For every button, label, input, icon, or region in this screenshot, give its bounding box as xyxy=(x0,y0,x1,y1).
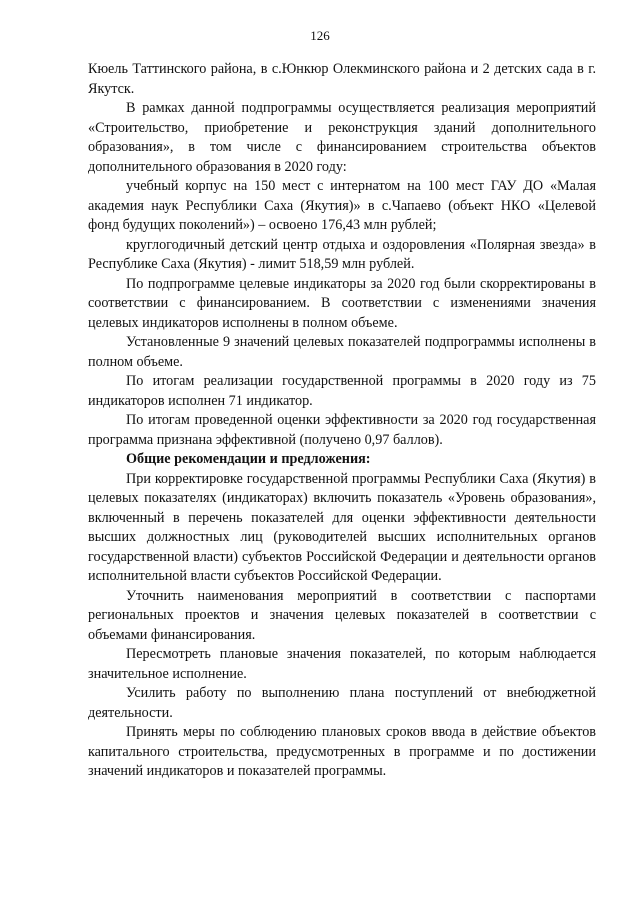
paragraph-targets-met: Установленные 9 значений целевых показателей подпрограммы исполнены в полном объеме. xyxy=(88,334,596,370)
paragraph-indicators-adjusted: По подпрограмме целевые индикаторы за 2020 год были скорректированы в соответствии с финансированием. В соответствии с изменениями значения целевых индикаторов исполнены в полном объеме. xyxy=(88,275,596,331)
document-body xyxy=(88,60,596,782)
paragraph-subprogram-activities: В рамках данной подпрограммы осуществляется реализация мероприятий «Строительство, приобретение и реконструкция зданий дополнительного образования», в том числе с финансированием строительства объектов дополнительного образования в 2020 году: xyxy=(88,100,596,175)
paragraph-recommendation-construction-deadlines: Принять меры по соблюдению плановых сроков ввода в действие объектов капитального строительства, предусмотренных в программе и по достижении значений индикаторов и показателей программы. xyxy=(88,724,596,779)
paragraph-academy-building: учебный корпус на 150 мест с интернатом на 100 мест ГАУ ДО «Малая академия наук Республики Саха (Якутия)» в с.Чапаево (объект НКО «Целевой фонд будущих поколений») – освоено 176,43 млн рублей; xyxy=(88,178,596,233)
paragraph-efficiency-assessment: По итогам проведенной оценки эффективности за 2020 год государственная программа признана эффективной (получено 0,97 баллов). xyxy=(88,412,596,448)
paragraph-recommendation-clarify-names: Уточнить наименования мероприятий в соответствии с паспортами региональных проектов и значения целевых показателей в соответствии с объемами финансирования. xyxy=(88,587,596,643)
page-number: 126 xyxy=(310,28,330,43)
paragraph-recommendation-revise-values: Пересмотреть плановые значения показателей, по которым наблюдается значительное исполнение. xyxy=(88,646,596,682)
paragraph-continuation: Кюель Таттинского района, в с.Юнкюр Олекминского района и 2 детских сада в г. Якутск. xyxy=(88,61,596,97)
section-heading-recommendations: Общие рекомендации и предложения: xyxy=(126,451,371,467)
paragraph-polar-star-center: круглогодичный детский центр отдыха и оздоровления «Полярная звезда» в Республике Саха (Якутия) - лимит 518,59 млн рублей. xyxy=(88,236,596,272)
paragraph-recommendation-education-level: При корректировке государственной программы Республики Саха (Якутия) в целевых показателях (индикаторах) включить показатель «Уровень образования», включенный в перечень показателей для оценки эффективности деятельности высших должностных лиц (руководителей высших исполнительных органов государственной власти) субъектов Российской Федерации и деятельности органов исполнительной власти субъектов Российской Федерации. xyxy=(88,470,596,584)
paragraph-program-results: По итогам реализации государственной программы в 2020 году из 75 индикаторов исполнен 71 индикатор. xyxy=(88,373,596,409)
paragraph-recommendation-extrabudgetary: Усилить работу по выполнению плана поступлений от внебюджетной деятельности. xyxy=(88,685,596,721)
